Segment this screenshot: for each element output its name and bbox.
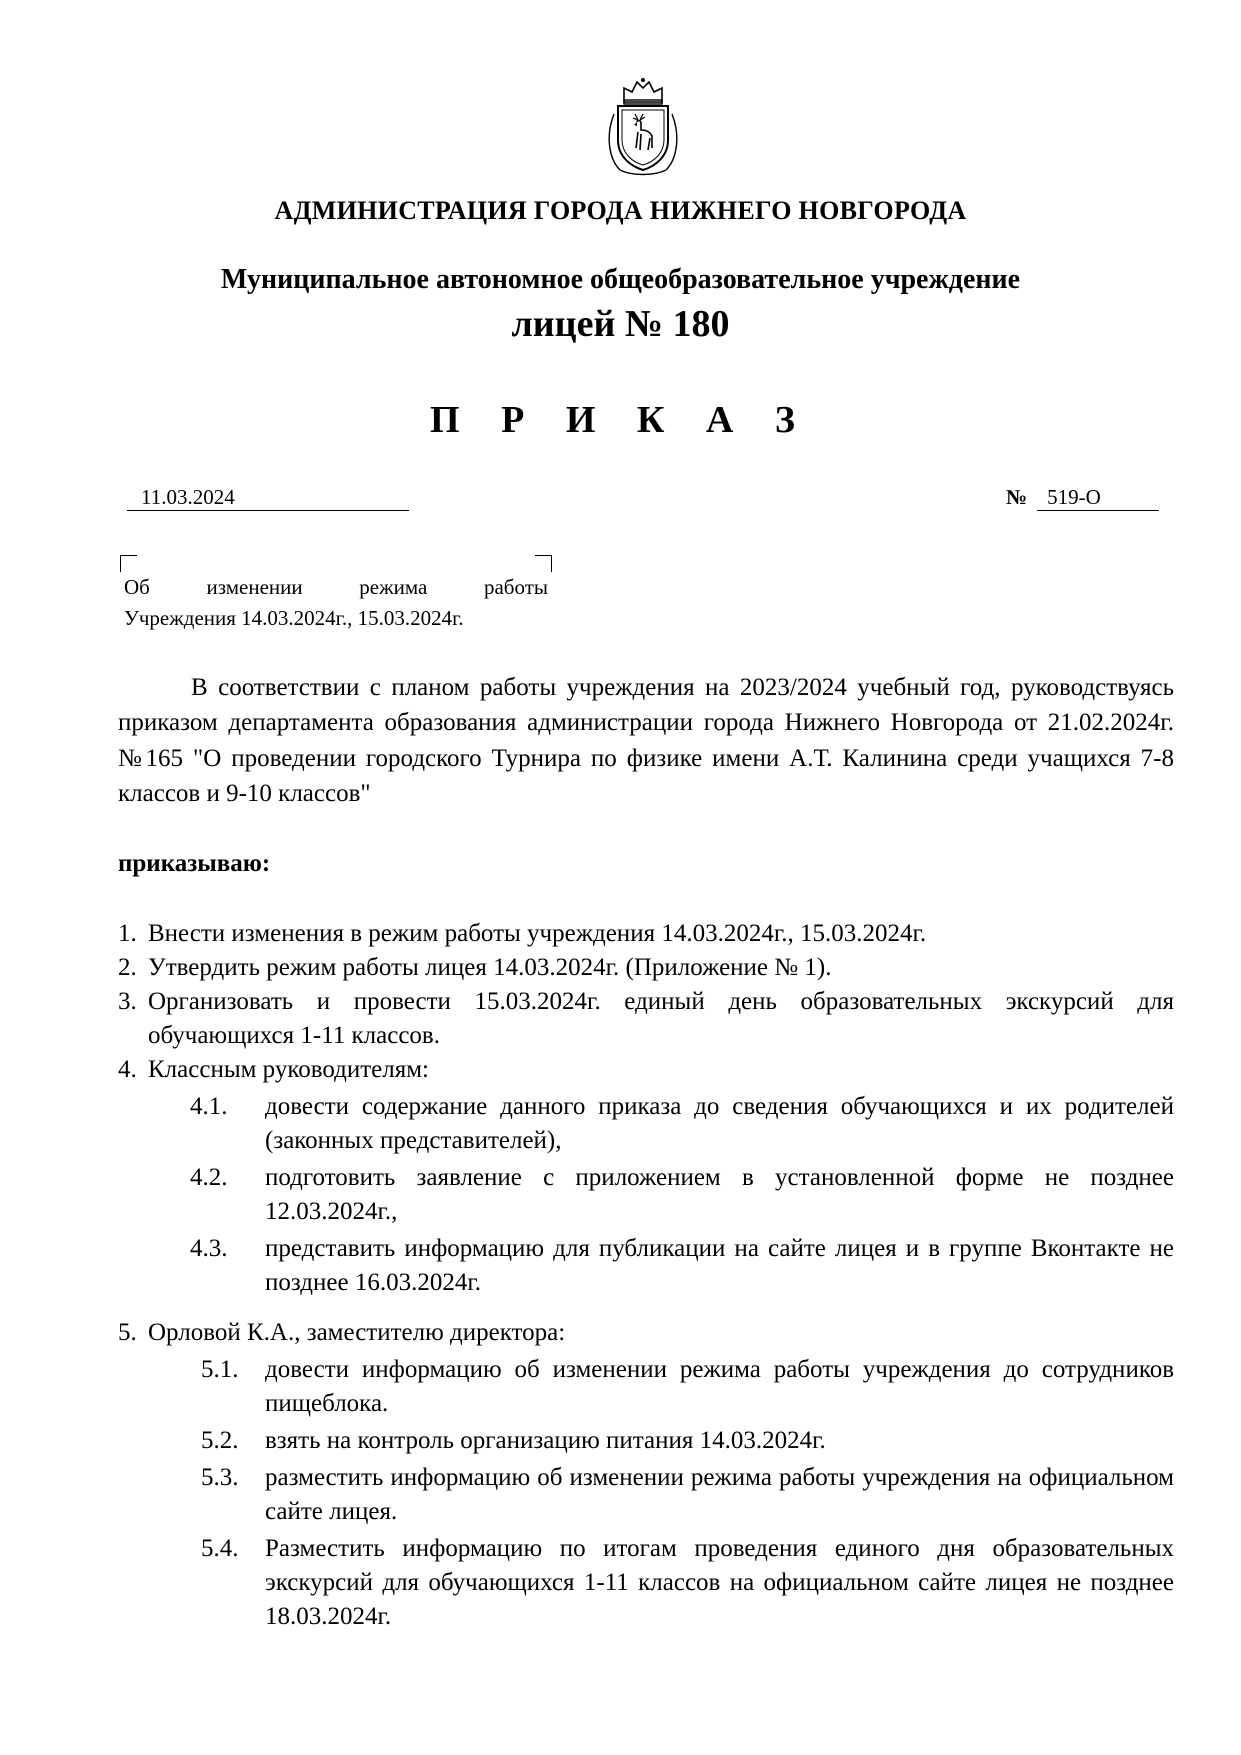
sub-item-number: 4.3. — [190, 1235, 228, 1262]
sub-list-item — [118, 1532, 1174, 1634]
sub-list-item — [118, 1090, 1174, 1158]
item-text: Классным руководителям: — [148, 1056, 430, 1083]
sub-item-text: разместить информацию об изменении режима работы учреждения на официальном сайте лицея. — [265, 1464, 1174, 1525]
subject-bracket-left — [120, 555, 137, 572]
sub-item-text: подготовить заявление с приложением в установленной форме не позднее 12.03.2024г., — [265, 1164, 1174, 1225]
item-text: Орловой К.А., заместителю директора: — [148, 1319, 566, 1346]
subject-line-2: Учреждения 14.03.2024г., 15.03.2024г. — [124, 606, 464, 630]
item-number: 5. — [118, 1319, 137, 1346]
administration-title: АДМИНИСТРАЦИЯ ГОРОДА НИЖНЕГО НОВГОРОДА — [274, 196, 967, 225]
preamble-paragraph: В соответствии с планом работы учреждения на 2023/2024 учебный год, руководствуясь приказом департамента образования администрации города Нижнего Новгорода от 21.02.2024г. №165 "О проведении городского Турнира по физике имени А.Т. Калинина среди учащихся 7-8 классов и 9-10 классов" — [118, 674, 1174, 807]
sub-list-item — [118, 1232, 1174, 1300]
item-text: Внести изменения в режим работы учреждения 14.03.2024г., 15.03.2024г. — [148, 920, 927, 947]
sub-item-number: 4.1. — [190, 1093, 228, 1120]
list-item — [118, 985, 1174, 1053]
sub-item-number: 5.4. — [201, 1535, 239, 1562]
sub-item-number: 5.2. — [201, 1427, 239, 1454]
sub-list-item — [118, 1424, 1174, 1458]
item-number: 2. — [118, 954, 137, 981]
sub-item-text: взять на контроль организацию питания 14.03.2024г. — [265, 1427, 826, 1454]
item-text: Утвердить режим работы лицея 14.03.2024г. (Приложение № 1). — [148, 954, 832, 981]
institution-title: Муниципальное автономное общеобразовательное учреждение — [220, 264, 1021, 295]
number-sign: № — [1006, 485, 1028, 509]
subject-bracket-right — [535, 555, 552, 572]
sub-item-text: довести содержание данного приказа до сведения обучающихся и их родителей (законных представителей), — [265, 1093, 1174, 1154]
subject-line-1: Об изменении режима работы — [124, 575, 548, 599]
list-item — [118, 1316, 1174, 1350]
item-number: 4. — [118, 1056, 137, 1083]
orders-word: приказываю: — [118, 850, 271, 877]
order-subject — [124, 572, 548, 634]
item-text: Организовать и провести 15.03.2024г. единый день образовательных экскурсий для обучающихся 1-11 классов. — [148, 988, 1174, 1049]
list-item — [118, 951, 1174, 985]
order-number-block — [1006, 484, 1159, 511]
sub-item-text: довести информацию об изменении режима работы учреждения до сотрудников пищеблока. — [265, 1356, 1174, 1417]
order-date: 11.03.2024 — [127, 484, 409, 511]
sub-list-item — [118, 1353, 1174, 1421]
sub-item-number: 4.2. — [190, 1164, 228, 1191]
sub-list-item — [118, 1461, 1174, 1529]
sub-item-number: 5.1. — [201, 1356, 239, 1383]
sub-item-text: представить информацию для публикации на сайте лицея и в группе Вконтакте не позднее 16.03.2024г. — [265, 1235, 1174, 1296]
item-number: 1. — [118, 920, 137, 947]
sub-item-text: Разместить информацию по итогам проведения единого дня образовательных экскурсий для обучающихся 1-11 классов на официальном сайте лицея не позднее 18.03.2024г. — [265, 1535, 1174, 1630]
coat-of-arms-icon — [604, 74, 682, 176]
list-item — [118, 917, 1174, 951]
sub-list-item — [118, 1161, 1174, 1229]
sub-item-number: 5.3. — [201, 1464, 239, 1491]
document-type: П Р И К А З — [430, 399, 811, 441]
item-number: 3. — [118, 988, 137, 1015]
order-number: 519-О — [1037, 484, 1159, 511]
lyceum-title: лицей № 180 — [511, 303, 730, 345]
list-item — [118, 1053, 1174, 1087]
order-items — [118, 917, 1174, 1634]
